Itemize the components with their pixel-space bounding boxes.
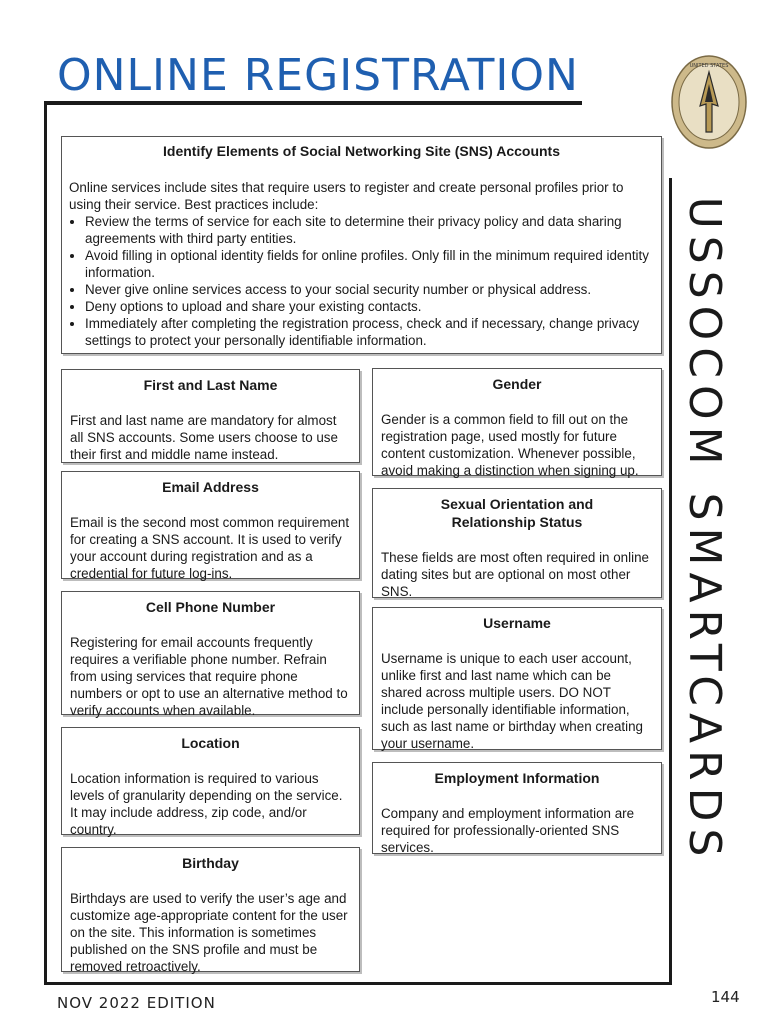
card-birthday [61,847,360,972]
card-title: Gender [492,376,542,392]
intro-card [61,136,662,354]
list-item: • Review the terms of service for each site to determine their privacy policy and data sharing agreements with third party entities. [85,213,654,247]
list-item: • Avoid filling in optional identity fields for online profiles. Only fill in the minimum required identity information. [85,247,654,281]
card-title: Location [181,735,240,751]
list-item: • Deny options to upload and share your existing contacts. [85,298,654,315]
intro-heading: Identify Elements of Social Networking Site (SNS) Accounts [163,143,560,159]
card-body: First and last name are mandatory for almost all SNS accounts. Some users choose to use their first and middle name instead. [70,413,338,462]
edition-label: NOV 2022 EDITION [57,994,216,1012]
card-location [61,727,360,835]
frame-left-border [44,101,47,985]
card-body: Username is unique to each user account, unlike first and last name which can be shared across multiple users. DO NOT include personally identifiable information, such as last name or birthday when creating your username. [381,651,644,751]
ussocom-seal-icon [670,54,748,150]
card-body: Registering for email accounts frequently requires a verifiable phone number. Refrain from using services that require phone numbers or opt to use an alternative method to verify accounts when available. [70,635,348,718]
card-title: Email Address [162,479,259,495]
card-email-address [61,471,360,579]
card-title: Birthday [182,855,239,871]
frame-right-border [669,178,672,985]
list-item: • Never give online services access to your social security number or physical address. [85,281,654,298]
list-item: • Immediately after completing the registration process, check and if necessary, change privacy settings to protect your personally identifiable information. [85,315,654,349]
best-practices-list [69,213,654,349]
seal-lettering: UNITED STATES [689,63,729,69]
card-body: Birthdays are used to verify the user’s age and customize age-appropriate content for the user on the site. This information is sometimes published on the SNS profile and must be removed retroactively. [70,891,348,974]
card-body: Email is the second most common requirement for creating a SNS account. It is used to verify your account during registration and as a credential for future log-ins. [70,515,350,581]
card-body: These fields are most often required in online dating sites but are optional on most other SNS. [381,550,649,599]
frame-bottom-border [44,982,672,985]
card-first-last-name [61,369,360,463]
page-title: ONLINE REGISTRATION [57,50,579,101]
card-body: Location information is required to various levels of granularity depending on the service. It may include address, zip code, and/or country. [70,771,343,837]
title-rule [44,101,582,105]
card-username [372,607,662,750]
card-sexual-orientation [372,488,662,598]
side-label: USSOCOM SMARTCARDS [679,196,730,864]
card-title: Username [483,615,551,631]
card-employment-information [372,762,662,854]
card-gender [372,368,662,476]
card-body: Gender is a common field to fill out on the registration page, used mostly for future content customization. Whenever possible, avoid making a distinction when signing up. [381,412,639,478]
page-number: 144 [711,988,740,1006]
card-title: Cell Phone Number [145,599,276,615]
card-cell-phone-number [61,591,360,718]
card-title: First and Last Name [143,377,278,393]
intro-text: Online services include sites that require users to register and create personal profiles prior to using their service. Best practices include: [69,180,624,212]
card-body: Company and employment information are required for professionally-oriented SNS services. [381,806,635,855]
card-title: Sexual Orientation and Relationship Status [440,496,594,530]
side-label-wrap [680,185,728,875]
card-title: Employment Information [434,770,600,786]
